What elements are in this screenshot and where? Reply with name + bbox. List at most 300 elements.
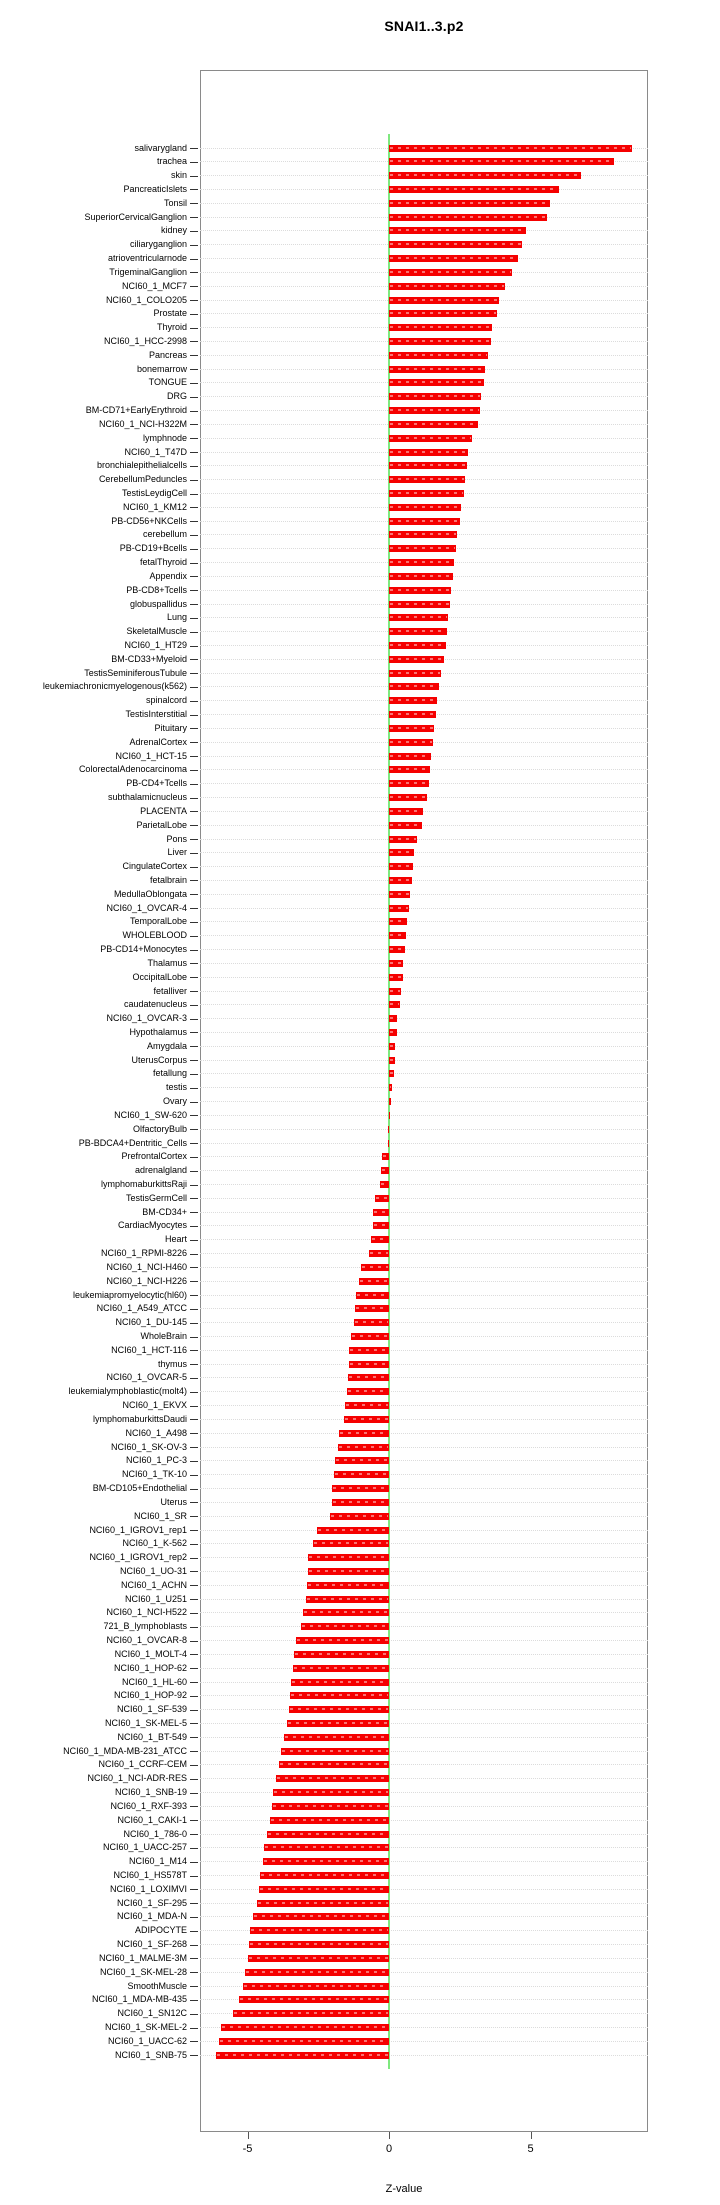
y-axis-label: ciliaryganglion (129, 239, 187, 250)
bar (373, 1209, 389, 1216)
y-axis-label: trachea (156, 156, 187, 167)
y-tick (190, 383, 198, 384)
y-tick (190, 1212, 198, 1213)
bar (389, 711, 436, 718)
bar (389, 269, 512, 276)
bar (253, 1913, 389, 1920)
bar (334, 1471, 389, 1478)
y-tick (190, 1406, 198, 1407)
y-axis-label: fetalliver (153, 985, 187, 996)
row-gridline (200, 1543, 648, 1544)
y-tick (190, 1433, 198, 1434)
bar (389, 1015, 397, 1022)
bar (389, 158, 614, 165)
y-axis-label: NCI60_1_OVCAR-3 (106, 1013, 187, 1024)
y-axis-label: NCI60_1_SK-MEL-2 (104, 2022, 187, 2033)
y-axis-label: subthalamicnucleus (107, 792, 187, 803)
y-tick (190, 1599, 198, 1600)
y-axis-label: Thalamus (147, 957, 187, 968)
y-axis-label: NCI60_1_IGROV1_rep2 (89, 1552, 187, 1563)
y-tick (190, 1337, 198, 1338)
y-tick (190, 576, 198, 577)
y-tick (190, 231, 198, 232)
row-gridline (200, 1668, 648, 1669)
y-axis-label: UterusCorpus (131, 1054, 187, 1065)
row-gridline (200, 1599, 648, 1600)
y-axis-label: TONGUE (148, 377, 187, 388)
y-tick (190, 991, 198, 992)
y-axis-label: NCI60_1_SK-OV-3 (110, 1441, 187, 1452)
bar (380, 1181, 389, 1188)
y-axis-label: bronchialepithelialcells (96, 460, 187, 471)
y-tick (190, 880, 198, 881)
bar (389, 241, 522, 248)
y-axis-label: NCI60_1_MDA-MB-231_ATCC (63, 1745, 187, 1756)
y-axis-label: lymphnode (142, 432, 187, 443)
bar (389, 905, 409, 912)
y-tick (190, 424, 198, 425)
bar (389, 421, 478, 428)
y-tick (190, 1419, 198, 1420)
row-gridline (200, 852, 648, 853)
y-axis-label: NCI60_1_HCC-2998 (103, 335, 187, 346)
chart-title: SNAI1..3.p2 (384, 18, 464, 34)
y-tick (190, 1945, 198, 1946)
row-gridline (200, 963, 648, 964)
row-gridline (200, 1087, 648, 1088)
bar (272, 1803, 389, 1810)
y-axis-label: Liver (167, 847, 187, 858)
y-axis-label: TestisLeydigCell (121, 488, 187, 498)
y-tick (190, 1378, 198, 1379)
row-gridline (200, 991, 648, 992)
bar (389, 145, 632, 152)
y-axis-label: DRG (167, 391, 187, 402)
row-gridline (200, 1308, 648, 1309)
y-tick (190, 839, 198, 840)
y-axis-label: TemporalLobe (129, 916, 187, 927)
y-tick (190, 1972, 198, 1973)
bar (389, 946, 405, 953)
y-tick (190, 1571, 198, 1572)
bar (338, 1444, 389, 1451)
bar (263, 1858, 389, 1865)
y-tick (190, 963, 198, 964)
row-gridline (200, 880, 648, 881)
y-axis-label: NCI60_1_UACC-62 (107, 2035, 187, 2046)
row-gridline (200, 1405, 648, 1406)
y-axis-label: Tonsil (163, 197, 187, 208)
bar (313, 1540, 389, 1547)
y-axis-label: atrioventricularnode (107, 253, 187, 264)
y-axis-label: PB-BDCA4+Dentritic_Cells (78, 1137, 187, 1148)
y-tick (190, 189, 198, 190)
bar (389, 504, 461, 511)
row-gridline (200, 1626, 648, 1627)
row-gridline (200, 1709, 648, 1710)
row-gridline (200, 1474, 648, 1475)
row-gridline (200, 1350, 648, 1351)
y-tick (190, 466, 198, 467)
y-axis-label: globuspallidus (129, 598, 187, 609)
y-tick (190, 770, 198, 771)
bar (389, 462, 467, 469)
y-tick (190, 977, 198, 978)
bar (389, 753, 431, 760)
y-axis-label: NCI60_1_NCI-H522 (106, 1607, 187, 1618)
bar (335, 1457, 389, 1464)
bar (281, 1748, 389, 1755)
y-axis-label: NCI60_1_PC-3 (125, 1455, 187, 1466)
y-tick (190, 2055, 198, 2056)
y-axis-label: ColorectalAdenocarcinoma (78, 764, 187, 775)
y-tick (190, 480, 198, 481)
y-tick (190, 1461, 198, 1462)
bar (389, 366, 485, 373)
bar (267, 1831, 389, 1838)
row-gridline (200, 1004, 648, 1005)
bar (351, 1333, 389, 1340)
y-tick (190, 1765, 198, 1766)
bar (221, 2024, 389, 2031)
y-tick (190, 2014, 198, 2015)
row-gridline (200, 1723, 648, 1724)
row-gridline (200, 1322, 648, 1323)
y-tick (190, 1876, 198, 1877)
y-axis-label: caudatenucleus (123, 999, 187, 1010)
bar (389, 1029, 397, 1036)
y-tick (190, 1060, 198, 1061)
y-axis-label: NCI60_1_U251 (124, 1593, 187, 1604)
bar (289, 1706, 389, 1713)
bar (273, 1789, 389, 1796)
bar (389, 932, 406, 939)
x-tick (248, 2132, 249, 2139)
y-axis-label: SmoothMuscle (127, 1980, 187, 1991)
y-axis-label: CerebellumPeduncles (98, 474, 187, 485)
y-axis-label: Prostate (153, 308, 187, 319)
y-axis-label: SuperiorCervicalGanglion (84, 211, 187, 222)
row-gridline (200, 1516, 648, 1517)
y-tick (190, 867, 198, 868)
y-axis-label: NCI60_1_SF-268 (116, 1939, 187, 1950)
row-gridline (200, 1806, 648, 1807)
y-axis-label: Pituitary (154, 722, 187, 733)
y-tick (190, 1240, 198, 1241)
y-axis-label: PB-CD8+Tcells (126, 584, 187, 595)
y-axis-label: fetallung (152, 1068, 187, 1079)
bar (359, 1278, 389, 1285)
y-tick (190, 1613, 198, 1614)
bar (293, 1665, 389, 1672)
bar (332, 1485, 389, 1492)
y-tick (190, 1848, 198, 1849)
row-gridline (200, 1751, 648, 1752)
y-axis-label: NCI60_1_LOXIMVI (109, 1883, 187, 1894)
y-axis-label: NCI60_1_NCI-H322M (98, 418, 187, 429)
row-gridline (200, 1212, 648, 1213)
bar (219, 2038, 389, 2045)
bar (345, 1402, 389, 1409)
bar (347, 1388, 389, 1395)
y-tick (190, 1005, 198, 1006)
y-axis-label: NCI60_1_IGROV1_rep1 (89, 1524, 187, 1535)
bar (294, 1651, 389, 1658)
row-gridline (200, 1129, 648, 1130)
y-tick (190, 341, 198, 342)
bar (389, 545, 456, 552)
bar (389, 1043, 395, 1050)
row-gridline (200, 1364, 648, 1365)
y-tick (190, 328, 198, 329)
y-axis-label: NCI60_1_MDA-N (116, 1911, 187, 1922)
y-tick (190, 535, 198, 536)
bar (389, 822, 422, 829)
y-axis-label: NCI60_1_MCF7 (121, 280, 187, 291)
x-axis-title: Z-value (385, 2183, 423, 2195)
y-tick (190, 742, 198, 743)
row-gridline (200, 1281, 648, 1282)
y-axis-label: Thyroid (156, 322, 187, 333)
y-axis-label: PancreaticIslets (123, 183, 187, 194)
bar (375, 1195, 389, 1202)
y-axis-label: TestisSeminiferousTubule (84, 667, 187, 678)
row-gridline (200, 866, 648, 867)
bar (389, 531, 457, 538)
y-axis-label: NCI60_1_DU-145 (115, 1317, 187, 1328)
y-tick (190, 203, 198, 204)
y-tick (190, 1516, 198, 1517)
bar (279, 1761, 389, 1768)
y-tick (190, 1958, 198, 1959)
y-axis-label: NCI60_1_HCT-116 (111, 1344, 187, 1355)
y-tick (190, 1032, 198, 1033)
y-tick (190, 494, 198, 495)
y-tick (190, 1254, 198, 1255)
row-gridline (200, 1267, 648, 1268)
y-axis-label: OccipitalLobe (132, 971, 187, 982)
y-tick (190, 1737, 198, 1738)
y-tick (190, 673, 198, 674)
y-axis-label: PB-CD19+Bcells (119, 543, 187, 554)
bar (270, 1817, 389, 1824)
bar (276, 1775, 389, 1782)
bar (389, 877, 412, 884)
bar (389, 200, 550, 207)
y-tick (190, 1157, 198, 1158)
y-tick (190, 452, 198, 453)
y-tick (190, 950, 198, 951)
bar (389, 324, 492, 331)
bar (291, 1679, 389, 1686)
y-axis-label: SkeletalMuscle (126, 626, 187, 637)
y-tick (190, 659, 198, 660)
bar (332, 1499, 389, 1506)
y-tick (190, 314, 198, 315)
row-gridline (200, 1695, 648, 1696)
y-axis-label: Pancreas (148, 349, 187, 360)
row-gridline (200, 1198, 648, 1199)
y-axis-label: PLACENTA (140, 805, 187, 816)
y-tick (190, 300, 198, 301)
y-axis-label: NCI60_1_SN12C (117, 2008, 187, 2019)
y-axis-label: Pons (166, 833, 187, 844)
row-gridline (200, 1336, 648, 1337)
bar (389, 1098, 391, 1105)
y-tick (190, 1641, 198, 1642)
y-axis-label: BM-CD33+Myeloid (111, 653, 187, 664)
y-axis-label: lymphomaburkittsDaudi (92, 1413, 187, 1424)
y-tick (190, 853, 198, 854)
row-gridline (200, 1143, 648, 1144)
y-axis-label: BM-CD71+EarlyErythroid (85, 405, 187, 416)
y-tick (190, 1295, 198, 1296)
bar (389, 379, 484, 386)
bar (389, 780, 429, 787)
y-axis-label: NCI60_1_UACC-257 (102, 1842, 187, 1853)
y-axis-label: skin (170, 170, 187, 181)
y-axis-label: NCI60_1_ACHN (120, 1579, 187, 1590)
row-gridline (200, 1295, 648, 1296)
y-tick (190, 604, 198, 605)
y-axis-label: ADIPOCYTE (134, 1925, 187, 1936)
y-axis-label: Appendix (149, 570, 187, 581)
y-axis-label: AdrenalCortex (129, 736, 187, 747)
y-axis-label: spinalcord (145, 695, 187, 706)
row-gridline (200, 1433, 648, 1434)
bar (388, 1126, 389, 1133)
y-tick (190, 1171, 198, 1172)
bar (369, 1250, 389, 1257)
y-axis-label: NCI60_1_HOP-92 (113, 1690, 187, 1701)
y-tick (190, 1198, 198, 1199)
row-gridline (200, 1612, 648, 1613)
bar (389, 628, 447, 635)
y-tick (190, 355, 198, 356)
y-tick (190, 2000, 198, 2001)
y-tick (190, 1986, 198, 1987)
y-tick (190, 1627, 198, 1628)
bar (389, 1112, 390, 1119)
bar (389, 490, 464, 497)
bar (264, 1844, 389, 1851)
y-tick (190, 272, 198, 273)
bar (249, 1941, 389, 1948)
y-tick (190, 1447, 198, 1448)
y-tick (190, 908, 198, 909)
row-gridline (200, 1018, 648, 1019)
y-tick (190, 1129, 198, 1130)
y-tick (190, 1889, 198, 1890)
y-axis-label: NCI60_1_SK-MEL-28 (99, 1966, 187, 1977)
y-axis-label: NCI60_1_K-562 (122, 1538, 187, 1549)
row-gridline (200, 1253, 648, 1254)
row-gridline (200, 1488, 648, 1489)
bar (317, 1527, 389, 1534)
bar (389, 393, 481, 400)
y-tick (190, 784, 198, 785)
y-axis-label: CingulateCortex (122, 861, 187, 872)
y-axis-label: NCI60_1_EKVX (122, 1400, 187, 1411)
y-tick (190, 1710, 198, 1711)
y-axis-label: NCI60_1_OVCAR-4 (106, 902, 187, 913)
bar (371, 1236, 389, 1243)
bar (389, 974, 403, 981)
row-gridline (200, 1170, 648, 1171)
row-gridline (200, 1764, 648, 1765)
bar (382, 1153, 389, 1160)
row-gridline (200, 894, 648, 895)
bar (388, 1140, 389, 1147)
y-axis-label: MedullaOblongata (113, 888, 187, 899)
y-axis-label: NCI60_1_SF-539 (116, 1704, 187, 1715)
y-tick (190, 922, 198, 923)
y-axis-label: Hypothalamus (129, 1026, 187, 1037)
row-gridline (200, 1060, 648, 1061)
y-axis-label: PB-CD56+NKCells (111, 515, 187, 526)
x-tick (531, 2132, 532, 2139)
row-gridline (200, 1778, 648, 1779)
y-tick (190, 1820, 198, 1821)
bar (259, 1886, 389, 1893)
row-gridline (200, 1073, 648, 1074)
bar (389, 297, 499, 304)
row-gridline (200, 921, 648, 922)
y-tick (190, 756, 198, 757)
bar (389, 283, 505, 290)
row-gridline (200, 1046, 648, 1047)
row-gridline (200, 1447, 648, 1448)
row-gridline (200, 935, 648, 936)
bar (233, 2010, 389, 2017)
y-tick (190, 521, 198, 522)
y-tick (190, 1185, 198, 1186)
bar (344, 1416, 389, 1423)
y-axis-label: NCI60_1_KM12 (122, 501, 187, 512)
y-tick (190, 1723, 198, 1724)
y-tick (190, 286, 198, 287)
y-axis-label: PB-CD14+Monocytes (100, 944, 187, 955)
row-gridline (200, 1225, 648, 1226)
bar (389, 808, 423, 815)
bar (216, 2052, 389, 2059)
y-tick (190, 1682, 198, 1683)
bar (389, 559, 454, 566)
y-axis-label: NCI60_1_HT29 (124, 640, 187, 651)
row-gridline (200, 1682, 648, 1683)
y-tick (190, 1046, 198, 1047)
row-gridline (200, 1391, 648, 1392)
y-axis-label: NCI60_1_SNB-75 (114, 2049, 187, 2060)
y-tick (190, 397, 198, 398)
row-gridline (200, 1460, 648, 1461)
bar (389, 352, 488, 359)
y-axis-label: NCI60_1_OVCAR-8 (106, 1635, 187, 1646)
y-axis-label: leukemiachronicmyelogenous(k562) (42, 681, 187, 692)
y-axis-label: TrigeminalGanglion (109, 266, 187, 277)
y-axis-label: NCI60_1_M14 (128, 1856, 187, 1867)
bar (243, 1983, 389, 1990)
y-axis-label: NCI60_1_HS578T (113, 1870, 187, 1880)
bar (389, 573, 453, 580)
bar (389, 1084, 392, 1091)
row-gridline (200, 1156, 648, 1157)
y-tick (190, 1806, 198, 1807)
y-tick (190, 936, 198, 937)
y-axis-label: NCI60_1_NCI-H226 (106, 1275, 187, 1286)
y-tick (190, 1903, 198, 1904)
y-axis-label: adrenalgland (134, 1165, 187, 1176)
